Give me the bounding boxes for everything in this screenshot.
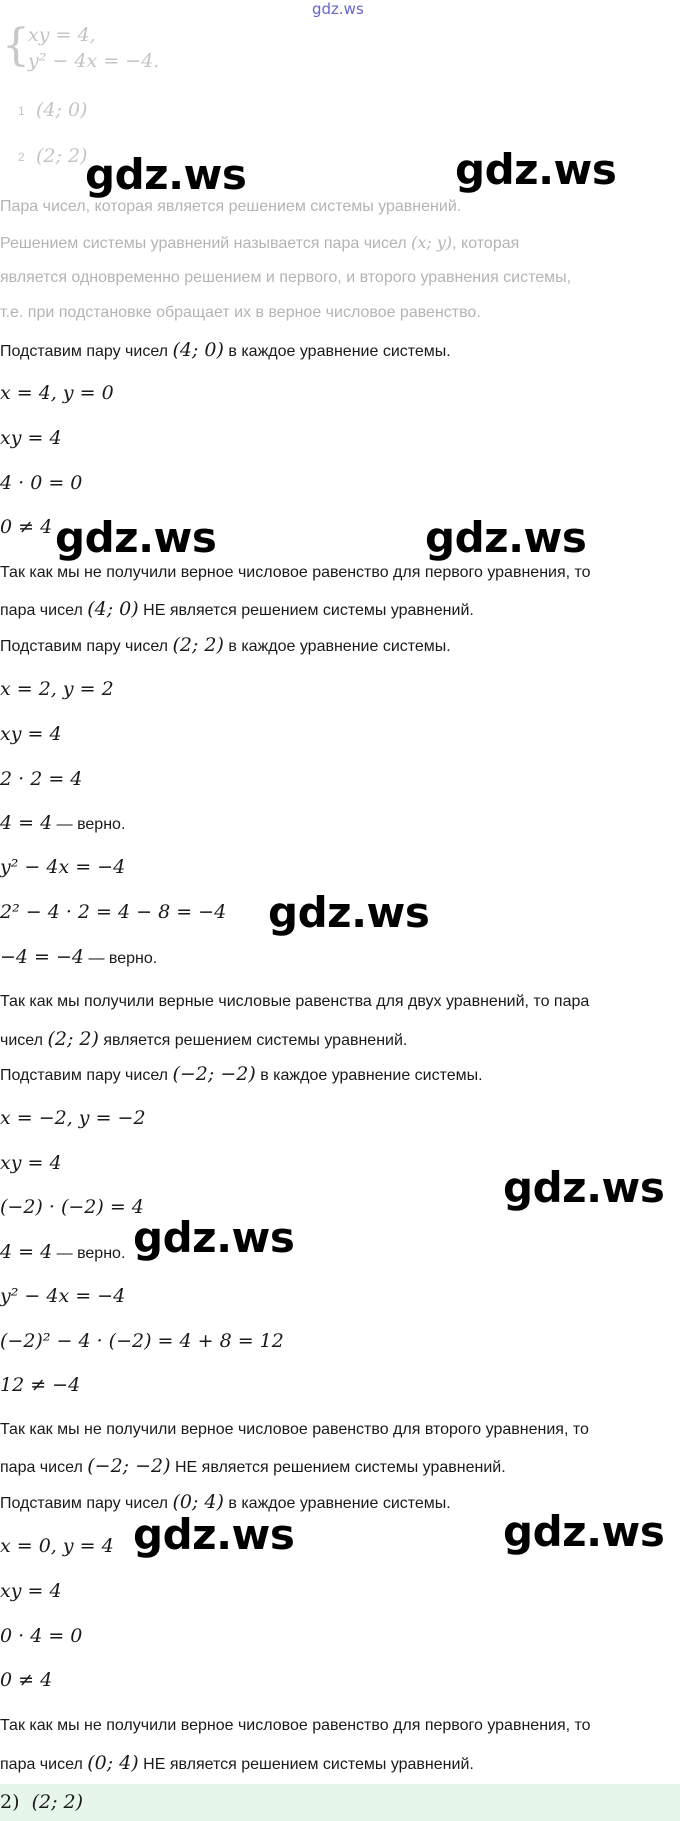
eq-1-3: 4 · 0 = 0 (0, 472, 83, 494)
definition-line-4: т.е. при подстановке обращает их в верное числовое равенство. (0, 304, 481, 321)
definition-line-2: Решением системы уравнений называется пара чисел (x; y), которая (0, 233, 520, 252)
eq-1-1: x = 4, y = 0 (0, 382, 114, 404)
definition-line-1: Пара чисел, которая является решением системы уравнений. (0, 198, 462, 215)
system-eq-2: y² − 4x = −4. (28, 50, 160, 72)
watermark: gdz.ws (425, 513, 587, 562)
watermark: gdz.ws (268, 888, 430, 937)
watermark: gdz.ws (133, 1510, 295, 1559)
system-eq-1: xy = 4, (28, 24, 96, 46)
system-brace: { (2, 20, 30, 71)
conclusion-3-line-2: пара чисел (−2; −2) НЕ является решением системы уравнений. (0, 1455, 506, 1477)
eq-3-6: (−2)² − 4 · (−2) = 4 + 8 = 12 (0, 1330, 284, 1352)
watermark: gdz.ws (85, 150, 247, 199)
option-1-value: (4; 0) (36, 99, 88, 121)
eq-4-2: xy = 4 (0, 1580, 62, 1602)
answer-value: (2; 2) (31, 1791, 84, 1813)
watermark: gdz.ws (503, 1507, 665, 1556)
eq-2-3: 2 · 2 = 4 (0, 768, 83, 790)
watermark: gdz.ws (503, 1163, 665, 1212)
answer-bar (0, 1784, 680, 1821)
option-1-number: 1 (18, 104, 25, 118)
option-2-value: (2; 2) (36, 145, 88, 167)
site-header-watermark: gdz.ws (312, 0, 364, 18)
eq-3-7: 12 ≠ −4 (0, 1374, 81, 1396)
eq-3-1: x = −2, y = −2 (0, 1107, 146, 1129)
substitute-line-4: Подставим пару чисел (0; 4) в каждое уравнение системы. (0, 1491, 451, 1513)
eq-3-3: (−2) · (−2) = 4 (0, 1196, 144, 1218)
eq-4-3: 0 · 4 = 0 (0, 1625, 83, 1647)
eq-4-4: 0 ≠ 4 (0, 1669, 53, 1691)
eq-3-5: y² − 4x = −4 (0, 1285, 126, 1307)
conclusion-4-line-2: пара чисел (0; 4) НЕ является решением системы уравнений. (0, 1752, 474, 1774)
eq-3-4: 4 = 4 — верно. (0, 1241, 126, 1263)
eq-2-7: −4 = −4 — верно. (0, 946, 158, 968)
answer (0, 1791, 83, 1813)
conclusion-1-line-2: пара чисел (4; 0) НЕ является решением системы уравнений. (0, 598, 474, 620)
watermark: gdz.ws (455, 145, 617, 194)
conclusion-3-line-1: Так как мы не получили верное числовое равенство для второго уравнения, то (0, 1421, 589, 1438)
eq-2-2: xy = 4 (0, 723, 62, 745)
eq-1-2: xy = 4 (0, 427, 62, 449)
definition-pair: (x; y) (411, 233, 453, 252)
conclusion-2-line-2: чисел (2; 2) является решением системы уравнений. (0, 1028, 408, 1050)
option-2-number: 2 (18, 150, 25, 164)
conclusion-2-line-1: Так как мы получили верные числовые равенства для двух уравнений, то пара (0, 993, 590, 1010)
conclusion-4-line-1: Так как мы не получили верное числовое равенство для первого уравнения, то (0, 1717, 591, 1734)
eq-2-6: 2² − 4 · 2 = 4 − 8 = −4 (0, 901, 227, 923)
definition-line-3: является одновременно решением и первого, и второго уравнения системы, (0, 269, 572, 286)
substitute-line-1: Подставим пару чисел (4; 0) в каждое уравнение системы. (0, 339, 451, 361)
substitute-line-3: Подставим пару чисел (−2; −2) в каждое уравнение системы. (0, 1063, 483, 1085)
conclusion-1-line-1: Так как мы не получили верное числовое равенство для первого уравнения, то (0, 564, 591, 581)
eq-2-4: 4 = 4 — верно. (0, 812, 126, 834)
answer-label: 2) (0, 1791, 20, 1813)
eq-2-5: y² − 4x = −4 (0, 856, 126, 878)
substitute-line-2: Подставим пару чисел (2; 2) в каждое уравнение системы. (0, 634, 451, 656)
eq-1-4: 0 ≠ 4 (0, 516, 53, 538)
watermark: gdz.ws (133, 1213, 295, 1262)
eq-2-1: x = 2, y = 2 (0, 678, 114, 700)
eq-4-1: x = 0, y = 4 (0, 1535, 114, 1557)
watermark: gdz.ws (55, 513, 217, 562)
eq-3-2: xy = 4 (0, 1152, 62, 1174)
